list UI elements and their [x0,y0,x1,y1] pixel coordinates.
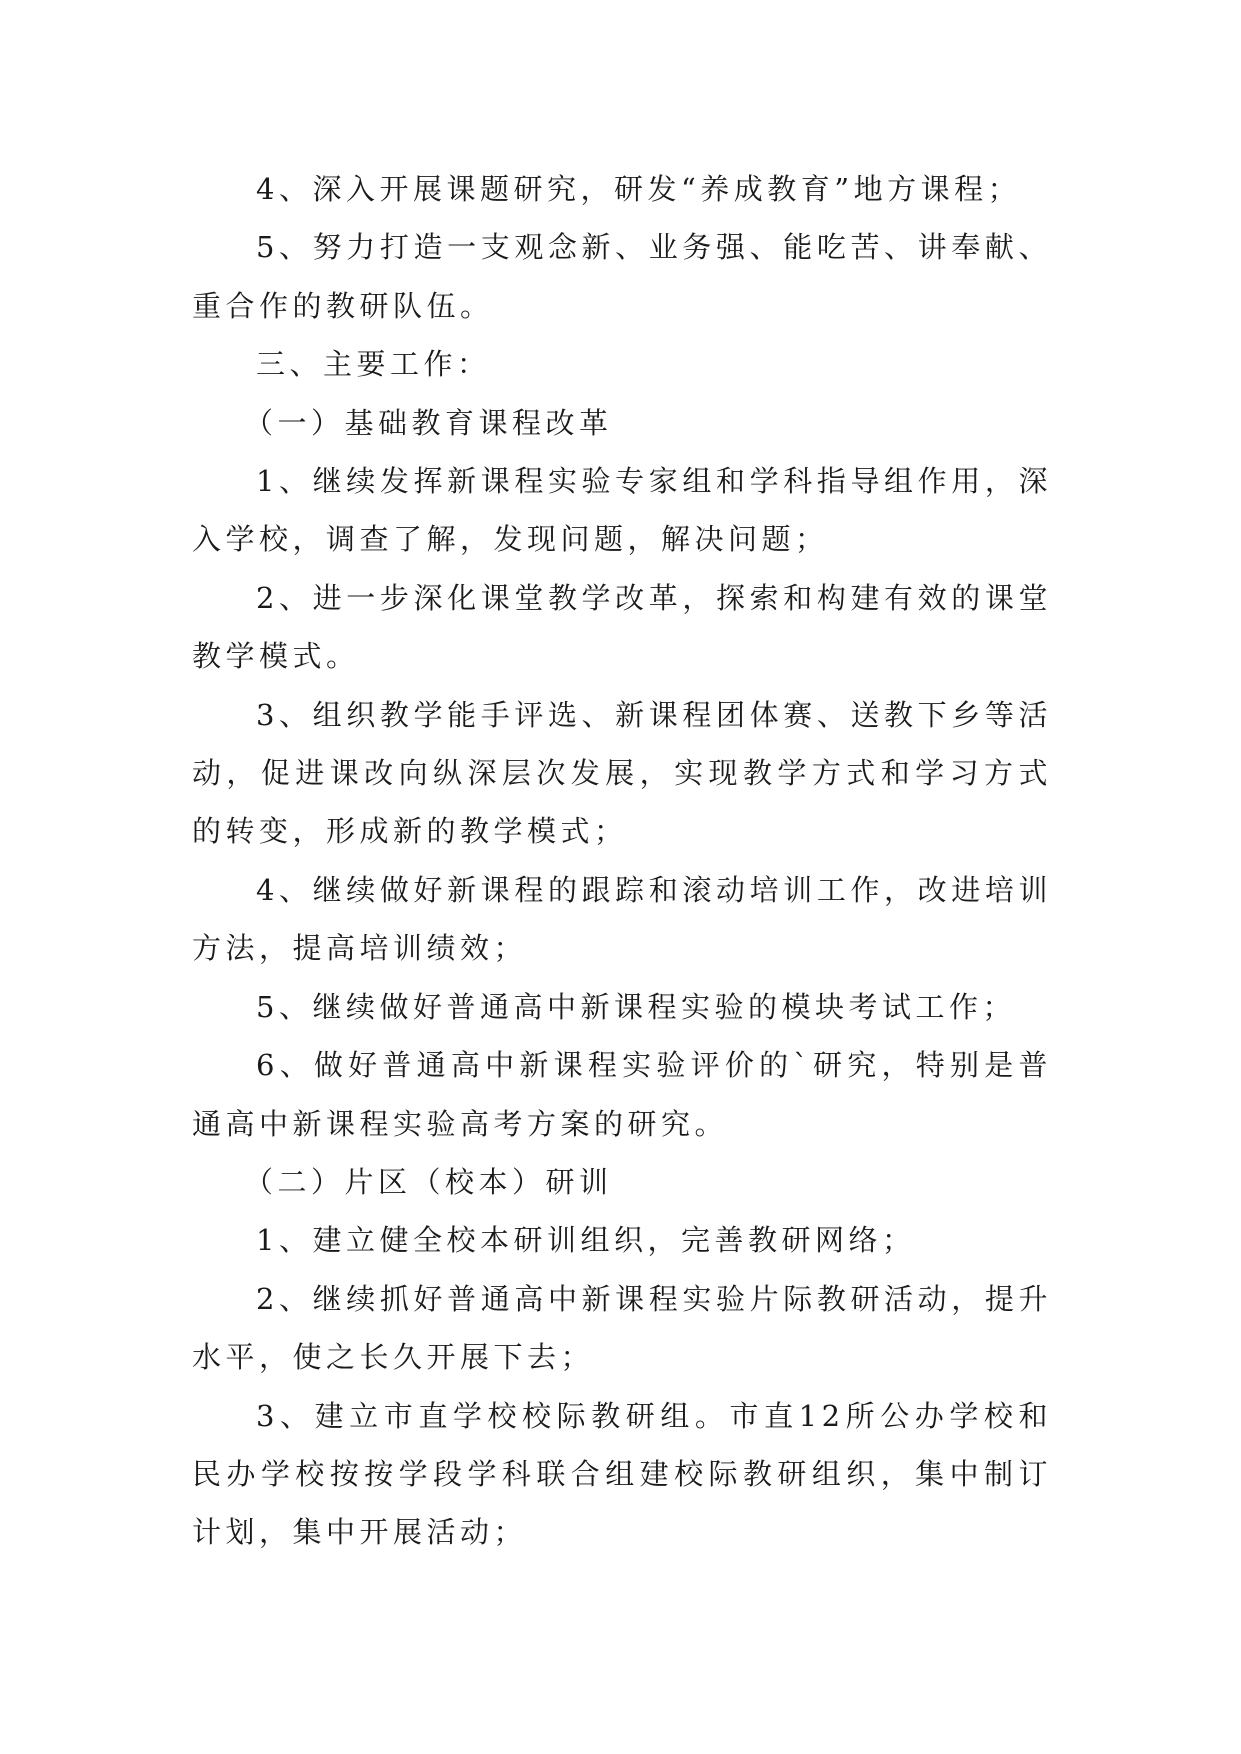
paragraph-training-1: 1、建立健全校本研训组织，完善教研网络； [256,1223,916,1258]
subsection-heading-school-training: （二）片区（校本）研训 [244,1164,613,1199]
document-body [192,160,1052,1562]
paragraph-reform-5: 5、继续做好普通高中新课程实验的模块考试工作； [256,989,1016,1024]
section-heading-main-work: 三、主要工作： [256,347,491,382]
paragraph-reform-3: 3、组织教学能手评选、新课程团体赛、送教下乡等活动，促进课改向纵深层次发展，实现教学方式和学习方式的转变，形成新的教学模式； [192,697,1052,849]
paragraph-training-2: 2、继续抓好普通高中新课程实验片际教研活动，提升水平，使之长久开展下去； [192,1281,1052,1375]
paragraph-goal-5: 5、努力打造一支观念新、业务强、能吃苦、讲奉献、重合作的教研队伍。 [192,230,1052,323]
paragraph-reform-2: 2、进一步深化课堂教学改革，探索和构建有效的课堂教学模式。 [192,580,1052,674]
paragraph-reform-4: 4、继续做好新课程的跟踪和滚动培训工作，改进培训方法，提高培训绩效； [192,872,1052,966]
paragraph-reform-1: 1、继续发挥新课程实验专家组和学科指导组作用，深入学校，调查了解，发现问题，解决问题； [192,464,1052,557]
paragraph-reform-6: 6、做好普通高中新课程实验评价的`研究，特别是普通高中新课程实验高考方案的研究。 [192,1048,1052,1141]
paragraph-goal-4: 4、深入开展课题研究，研发“养成教育”地方课程； [256,172,1022,206]
subsection-heading-curriculum-reform: （一）基础教育课程改革 [244,405,613,440]
paragraph-training-3: 3、建立市直学校校际教研组。市直12所公办学校和民办学校按按学段学科联合组建校际教研组织，集中制订计划，集中开展活动； [192,1398,1052,1550]
